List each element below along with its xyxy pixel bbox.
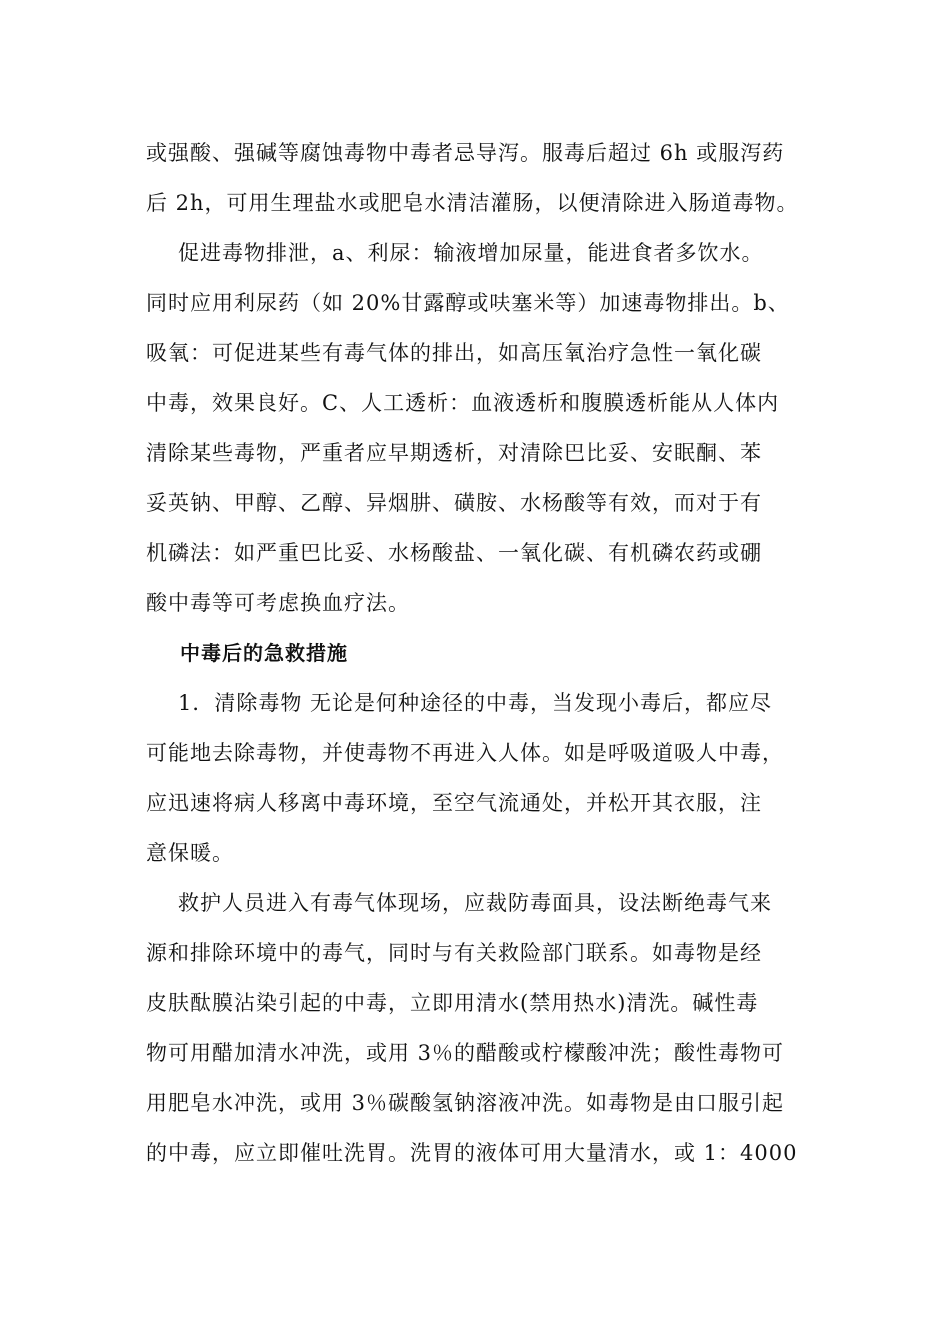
- text-line: 同时应用利尿药（如 20%甘露醇或呋塞米等）加速毒物排出。b、: [146, 291, 790, 315]
- text-line: 吸氧：可促进某些有毒气体的排出，如高压氧治疗急性一氧化碳: [146, 341, 762, 365]
- text-line: 源和排除环境中的毒气，同时与有关救险部门联系。如毒物是经: [146, 941, 762, 965]
- text-line: 促进毒物排泄，a、利尿：输液增加尿量，能进食者多饮水。: [178, 241, 764, 265]
- text-line: 意保暖。: [146, 841, 234, 865]
- text-line: 用肥皂水冲洗，或用 3％碳酸氢钠溶液冲洗。如毒物是由口服引起: [146, 1091, 785, 1115]
- section-heading: 中毒后的急救措施: [180, 641, 348, 665]
- text-line: 应迅速将病人移离中毒环境，至空气流通处，并松开其衣服，注: [146, 791, 762, 815]
- text-line: 物可用醋加清水冲洗，或用 3％的醋酸或柠檬酸冲洗；酸性毒物可: [146, 1041, 785, 1065]
- text-line: 妥英钠、甲醇、乙醇、异烟肼、磺胺、水杨酸等有效，而对于有: [146, 491, 762, 515]
- text-line: 1．清除毒物 无论是何种途径的中毒，当发现小毒后，都应尽: [178, 691, 773, 715]
- text-line: 救护人员进入有毒气体现场，应裁防毒面具，设法断绝毒气来: [178, 891, 772, 915]
- text-line: 酸中毒等可考虑换血疗法。: [146, 591, 410, 615]
- text-line: 中毒，效果良好。C、人工透析：血液透析和腹膜透析能从人体内: [146, 391, 780, 415]
- text-line: 后 2h，可用生理盐水或肥皂水清洁灌肠，以便清除进入肠道毒物。: [146, 191, 799, 215]
- text-line: 或强酸、强碱等腐蚀毒物中毒者忌导泻。服毒后超过 6h 或服泻药: [146, 141, 785, 165]
- text-line: 皮肤酞膜沾染引起的中毒，立即用清水(禁用热水)清洗。碱性毒: [146, 991, 759, 1015]
- text-line: 的中毒，应立即催吐洗胃。洗胃的液体可用大量清水，或 1：4000: [146, 1141, 798, 1165]
- text-line: 清除某些毒物，严重者应早期透析，对清除巴比妥、安眠酮、苯: [146, 441, 762, 465]
- text-line: 机磷法：如严重巴比妥、水杨酸盐、一氧化碳、有机磷农药或硼: [146, 541, 762, 565]
- text-line: 可能地去除毒物，并使毒物不再进入人体。如是呼吸道吸人中毒，: [146, 741, 784, 765]
